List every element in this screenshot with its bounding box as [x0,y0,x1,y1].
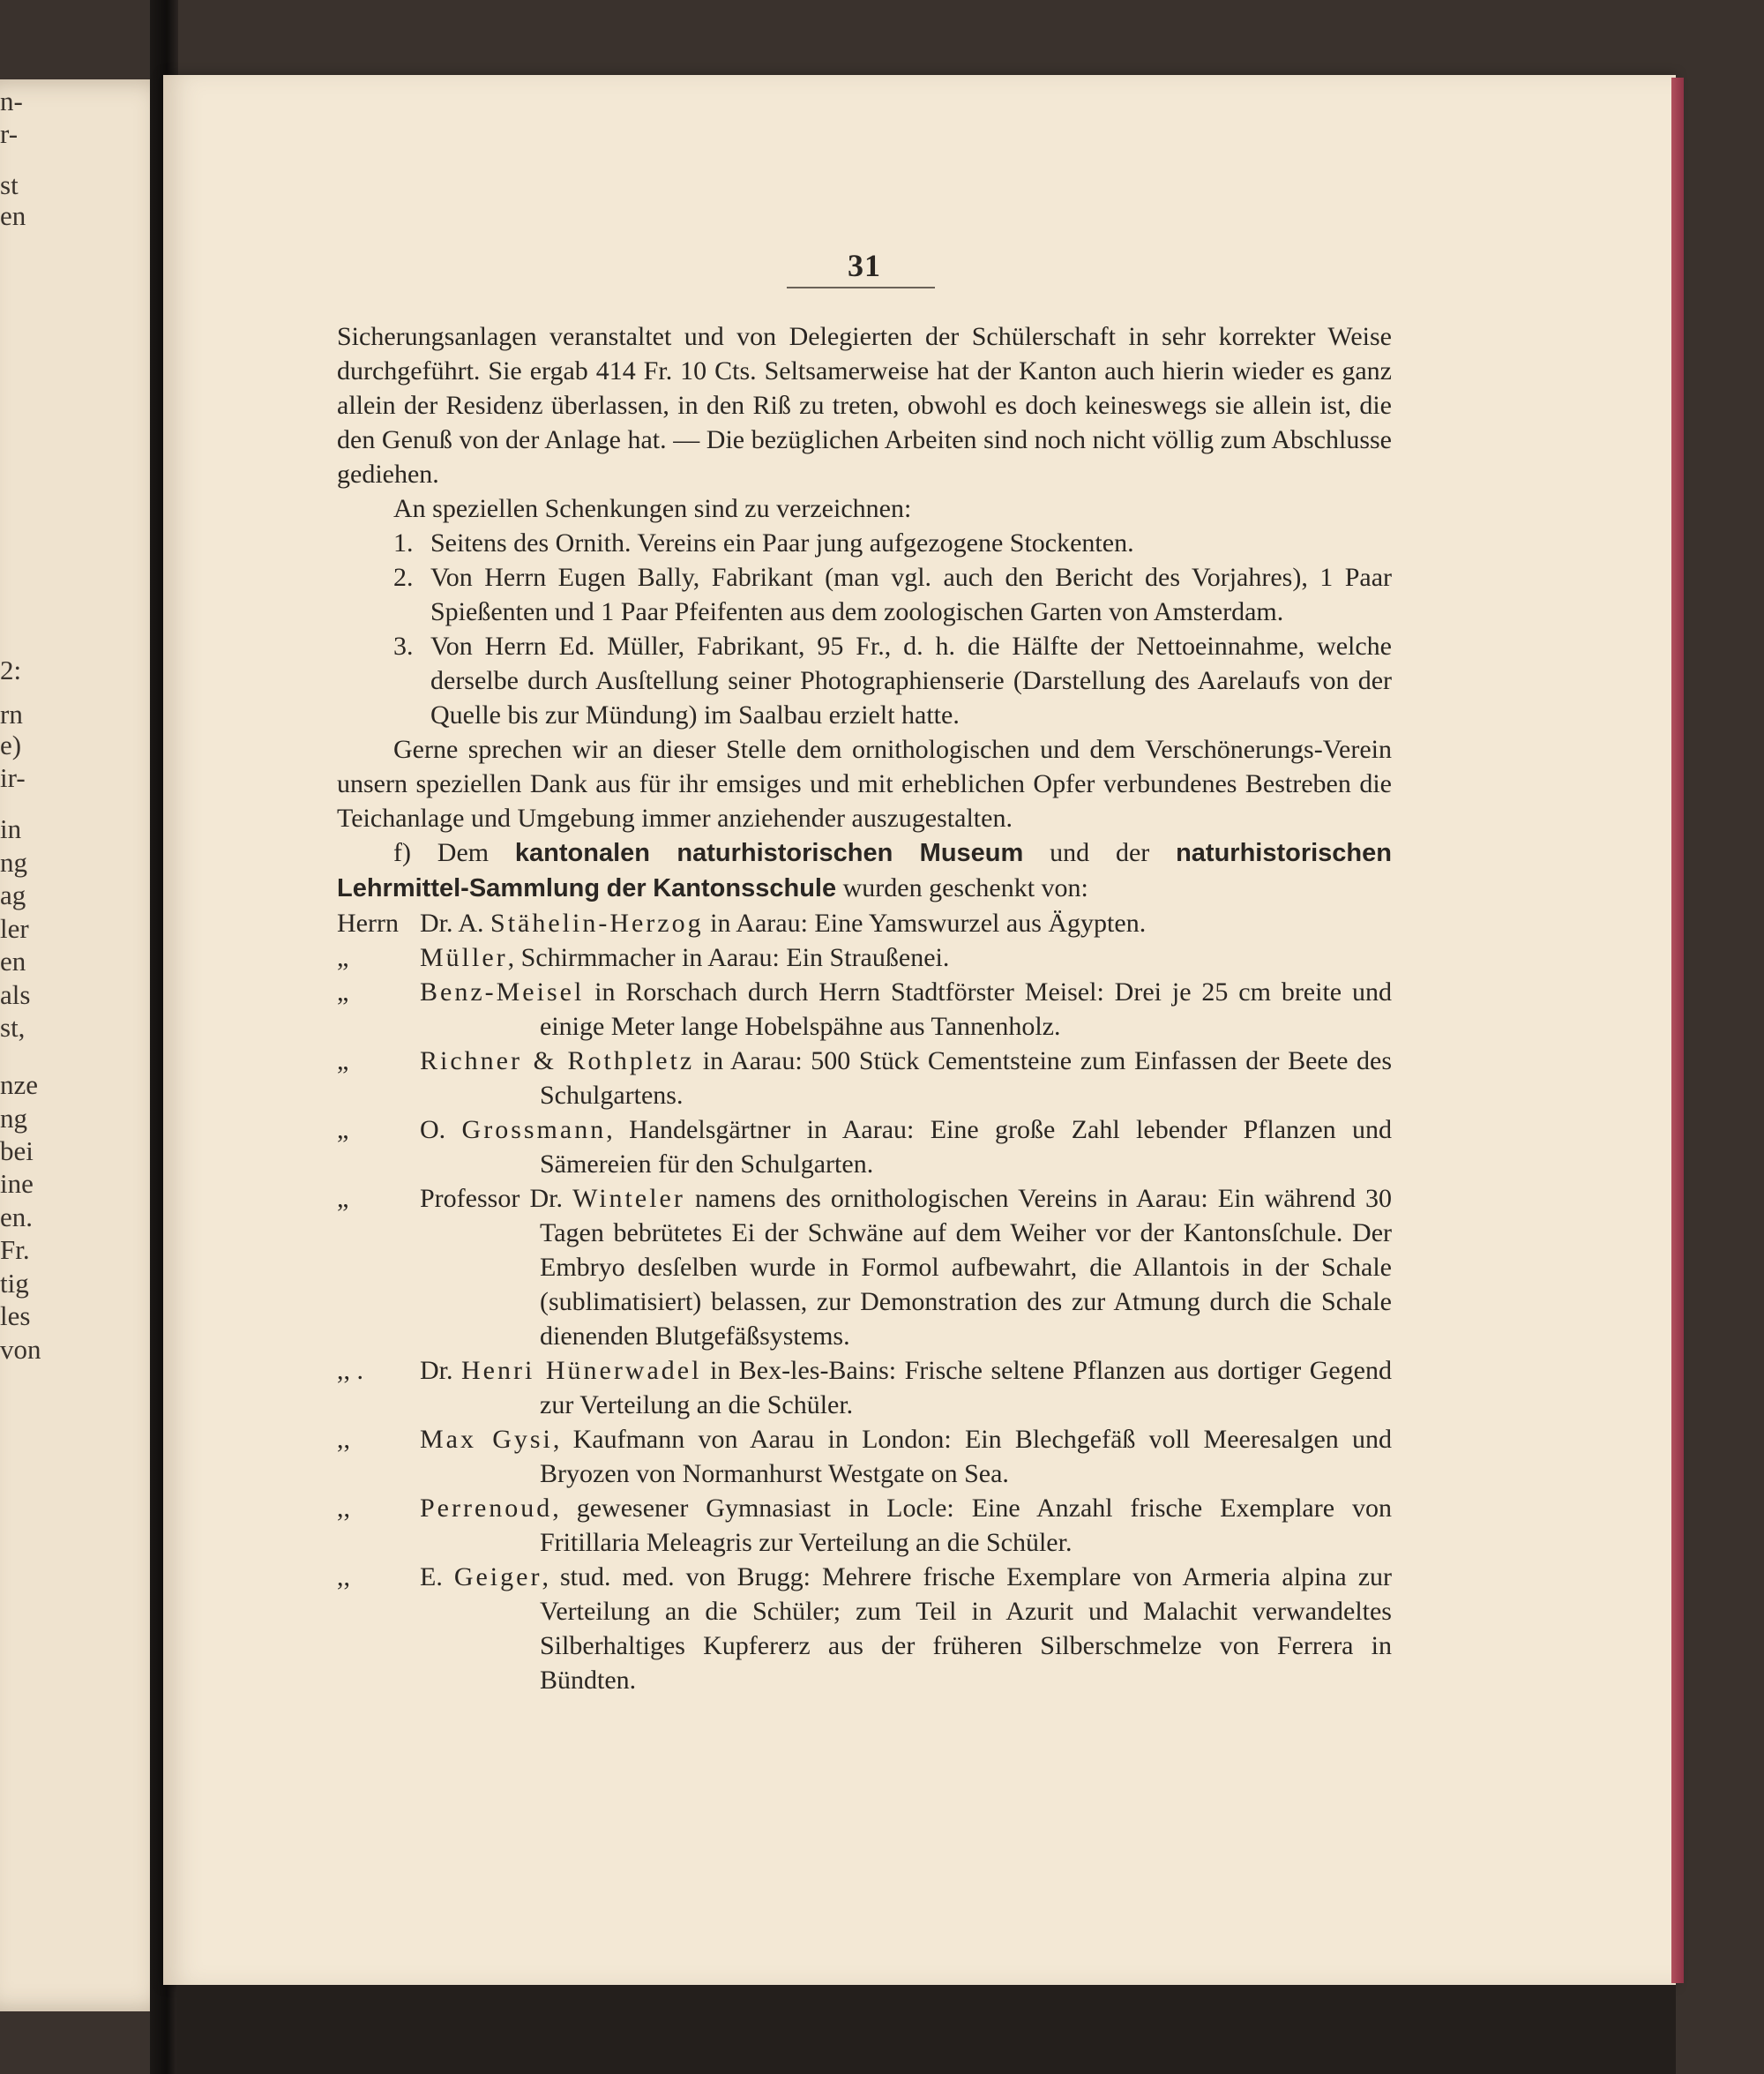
donor-title: Dr. [420,1356,453,1385]
donor-ditto-mark: ,, [337,1562,350,1591]
donor-name: Müller [420,943,508,972]
donor-lead [420,943,949,972]
left-page-fragment: n- [0,86,23,116]
donor-lead [420,1356,1392,1419]
gift-number: 3. [393,632,414,661]
left-page-fragment: en [0,946,26,977]
donor-entry [337,1181,1392,1353]
donor-ditto-mark: ,, [337,1425,350,1454]
donor-description: in Rorschach durch Herrn Stadtförster Meisel: Drei je 25 cm breite und einige Meter lange Hobelspähne aus Tannenholz. [540,977,1392,1041]
donor-entry [337,1353,1392,1422]
gift-number: 1. [393,528,414,558]
donor-lead [420,977,1392,1041]
gift-item-2 [337,560,1392,629]
page-content [337,319,1392,1697]
left-page-fragment: ine [0,1168,34,1199]
left-page-fragment: en. [0,1202,34,1232]
donor-ditto-mark: „ [337,977,349,1007]
donor-entry [337,940,1392,975]
left-page-fragment: Fr. [0,1234,30,1265]
left-page-fragment: st [0,169,19,200]
donor-name: Richner & Rothpletz [420,1046,695,1075]
donor-description: in Bex-les-Bains: Frische seltene Pflanzen aus dortiger Gegend zur Verteilung an die Schüler. [540,1356,1392,1419]
donor-entry [337,1044,1392,1112]
donor-lead [420,1494,1392,1557]
left-page-fragment: 2: [0,655,22,685]
gift-text: Von Herrn Eugen Bally, Fabrikant (man vgl. auch den Bericht des Vorjahres), 1 Paar Spießenten und 1 Paar Pfeifenten aus dem zoologischen Garten von Amsterdam. [430,563,1392,626]
donor-entry [337,975,1392,1044]
section-f-der: der [606,874,647,902]
section-f-mid: und der [1050,838,1150,867]
donor-entry [337,1112,1392,1181]
left-page-fragment: ag [0,880,26,910]
section-f-museum: kantonalen naturhistorischen Museum [514,839,1024,867]
page-edge-red [1671,78,1684,1983]
left-page-fragment: les [0,1300,31,1331]
gifts-list [337,526,1392,732]
donor-ditto-mark: ,, . [337,1356,363,1385]
donor-name: Benz-Meisel [420,977,585,1007]
gift-item-3 [337,629,1392,732]
donor-entry [337,1422,1392,1491]
donor-ditto-mark: „ [337,943,349,972]
donor-name: Stähelin-Herzog [490,909,704,938]
donor-ditto-mark: ,, [337,1494,350,1523]
donor-ditto-mark: „ [337,1115,349,1144]
donor-description: in Aarau: Eine Yamswurzel aus Ägypten. [710,909,1147,938]
left-page-fragment: rn [0,699,23,730]
donor-lead [420,909,1146,938]
left-page-fragment: tig [0,1268,29,1299]
donor-lead [420,1115,1392,1179]
gift-text: Von Herrn Ed. Müller, Fabrikant, 95 Fr., d. h. die Hälfte der Nettoeinnahme, welche derselbe durch Ausſtellung seiner Photographienserie (Darstellung des Aarelaufs von der Quelle bis zur Mündung) im Saalbau erzielt hatte. [430,632,1392,730]
donor-lead [420,1184,1392,1351]
donor-description: , Handelsgärtner in Aarau: Eine große Zahl lebender Pflanzen und Sämereien für den Schulgarten. [540,1115,1393,1179]
section-f-prefix: f) Dem [393,838,490,867]
donor-name: Henri Hünerwadel [461,1356,702,1385]
left-page-fragment: von [0,1334,41,1365]
intro-paragraph: Sicherungsanlagen veranstaltet und von Delegierten der Schülerschaft in sehr korrekter Weise durchgeführt. Sie ergab 414 Fr. 10 Cts. Seltsamerweise hat der Kanton auch hierin wieder es ganz allein der Residenz überlassen, in den Riß zu treten, obwohl es doch keineswegs sie allein ist, die den Genuß von der Anlage hat. — Die bezüglichen Arbeiten sind noch nicht völlig zum Abschlusse gediehen. [337,322,1392,489]
section-f-end: wurden geschenkt von: [842,873,1088,902]
gift-number: 2. [393,563,414,592]
gifts-heading: An speziellen Schenkungen sind zu verzeichnen: [393,494,912,523]
donor-description: , stud. med. von Brugg: Mehrere frische Exemplare von Armeria alpina zur Verteilung an die Schüler; zum Teil in Azurit und Malachit verwandeltes Silberhaltiges Kupfererz aus der früheren Silberschmelze von Ferrera in Bündten. [540,1562,1392,1695]
left-page-fragment: nze [0,1069,39,1100]
donor-list [337,906,1392,1697]
donor-ditto-mark: „ [337,1046,349,1075]
left-page-fragment: ng [0,1103,27,1134]
left-page-fragment: bei [0,1135,34,1166]
left-page-fragment: e) [0,730,22,760]
left-page-fragment: en [0,200,26,231]
section-f-heading [337,835,1392,906]
donor-title: O. [420,1115,446,1144]
donor-title: Dr. A. [420,909,484,938]
donor-description: , Kaufmann von Aarau in London: Ein Blechgefäß voll Meeresalgen und Bryozen von Normanhurst Westgate on Sea. [540,1425,1392,1488]
donor-entry [337,906,1392,940]
thanks-paragraph: Gerne sprechen wir an dieser Stelle dem ornithologischen und dem Verschönerungs-Verein unsern speziellen Dank aus für ihr emsiges und mit erheblichen Opfer verbundenes Bestreben die Teichanlage und Umgebung immer anziehender auszugestalten. [337,735,1392,833]
page-number-rule [787,287,935,288]
left-page-fragment: st, [0,1012,26,1043]
donor-lead [420,1046,1392,1110]
gift-text: Seitens des Ornith. Vereins ein Paar jung aufgezogene Stockenten. [430,528,1134,558]
donor-name: Winteler [572,1184,685,1213]
donor-lead [420,1562,1392,1695]
left-page-fragment: ng [0,847,27,878]
left-page-fragment: ler [0,913,29,944]
gift-item-1 [337,526,1392,560]
donor-ditto-mark: Herrn [337,909,399,938]
left-page-fragment: in [0,813,22,844]
donor-name: Perrenoud [420,1494,553,1523]
donor-description: in Aarau: 500 Stück Cementsteine zum Einfassen der Beete des Schulgartens. [540,1046,1392,1110]
donor-name: Geiger [453,1562,542,1591]
section-f-school: Kantonsschule [653,874,837,902]
left-page-fragment: als [0,979,31,1010]
donor-title: Professor Dr. [420,1184,563,1213]
donor-entry [337,1491,1392,1560]
donor-ditto-mark: „ [337,1184,349,1213]
section-f-collection: naturhistorischen Lehrmittel-Sammlung [337,839,1392,902]
left-page-fragment: r- [0,118,19,149]
page-bottom-shadow [176,1985,1676,2074]
donor-description: namens des ornithologischen Vereins in Aarau: Ein während 30 Tagen bebrütetes Ei der Schwäne auf dem Weiher vor der Kantonsſchule. Der Embryo desſelben wurde in Formol aufbewahrt, die Allantois in der Schale (sublimatisiert) belassen, zur Demonstration des zur Atmung durch die Schale dienenden Blutgefäßsystems. [540,1184,1393,1351]
donor-lead [420,1425,1392,1488]
donor-entry [337,1560,1392,1697]
donor-name: Grossmann [461,1115,607,1144]
donor-name: Max Gysi [420,1425,553,1454]
donor-title: E. [420,1562,443,1591]
page-number: 31 [848,248,881,283]
donor-description: , Schirmmacher in Aarau: Ein Straußenei. [507,943,950,972]
donor-description: , gewesener Gymnasiast in Locle: Eine Anzahl frische Exemplare von Fritillaria Meleagris zur Verteilung an die Schüler. [540,1494,1392,1557]
left-page-fragment: ir- [0,762,26,793]
